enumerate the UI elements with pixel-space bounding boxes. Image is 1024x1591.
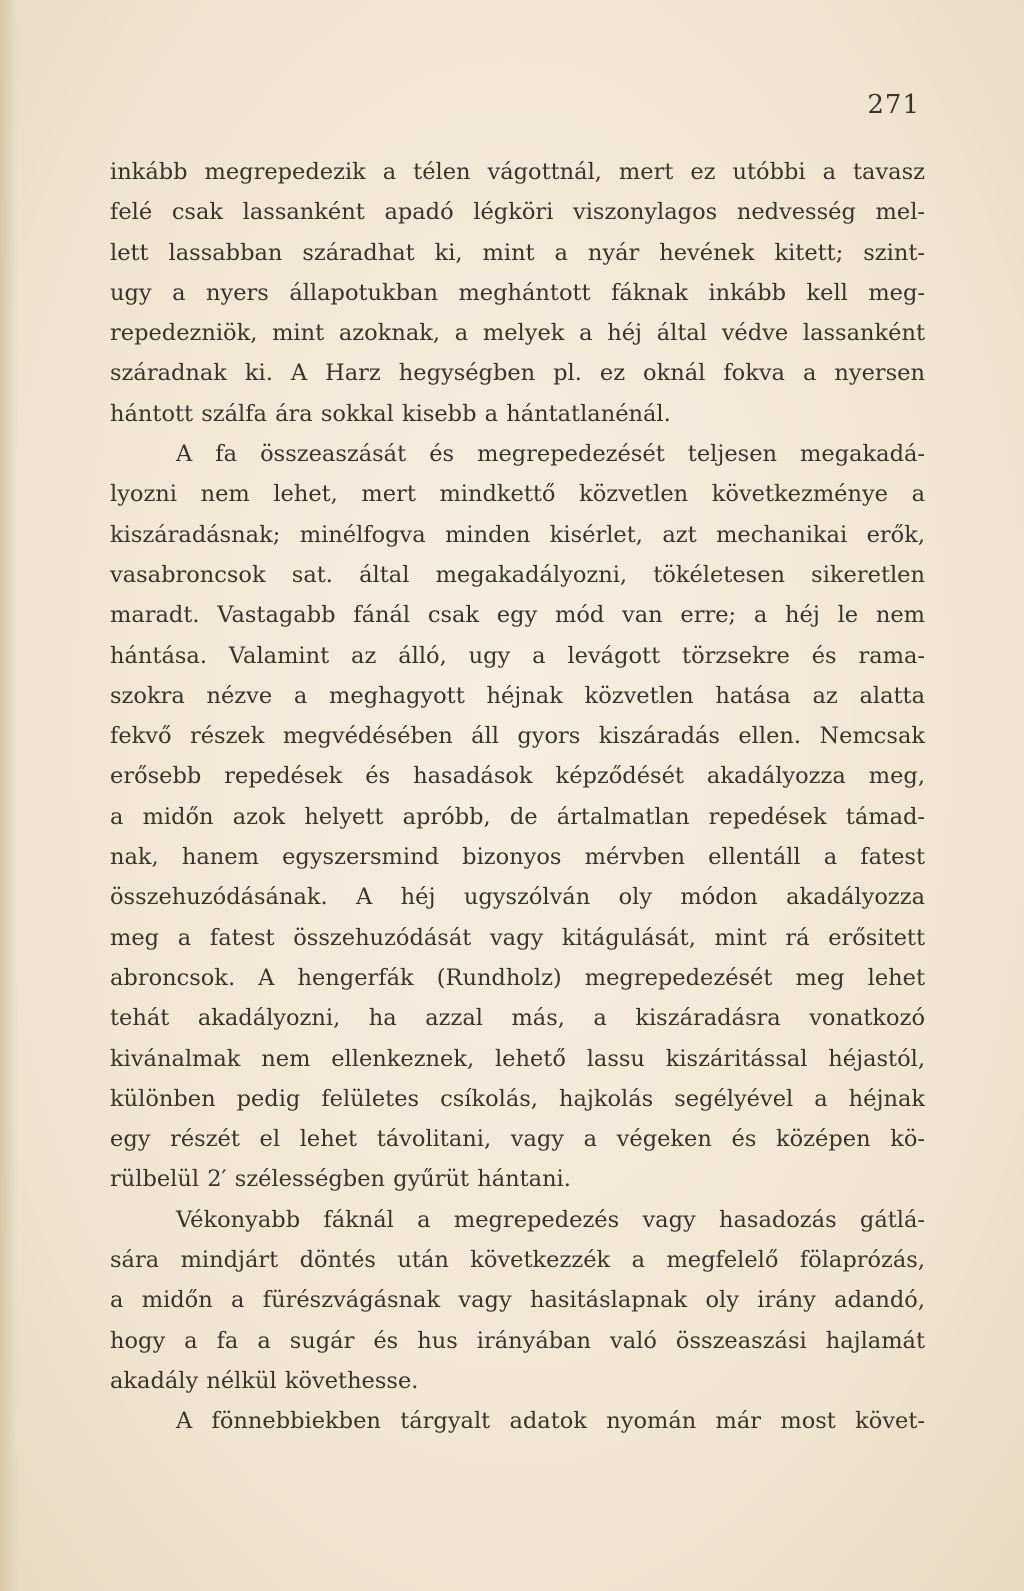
text-line: repedezniök, mint azoknak, a melyek a héj által védve lassanként (110, 320, 925, 347)
text-line: a midőn a fürészvágásnak vagy hasitáslapnak oly irány adandó, (110, 1287, 925, 1314)
text-line: meg a fatest összehuzódását vagy kitágulását, mint rá erősitett (110, 924, 925, 951)
text-line: vasabroncsok sat. által megakadályozni, tökéletesen sikeretlen (110, 561, 925, 588)
text-line: hogy a fa a sugár és hus irányában való összeaszási hajlamát (110, 1327, 925, 1354)
text-line: hántott szálfa ára sokkal kisebb a hántatlanénál. (110, 400, 671, 427)
text-line: egy részét el lehet távolitani, vagy a végeken és középen kö- (110, 1126, 925, 1153)
text-line: erősebb repedések és hasadások képződését akadályozza meg, (110, 763, 925, 790)
text-line: kivánalmak nem ellenkeznek, lehető lassu kiszáritással héjastól, (110, 1045, 925, 1072)
text-line: ugy a nyers állapotukban meghántott fáknak inkább kell meg- (110, 279, 925, 306)
text-line: A fönnebbiekben tárgyalt adatok nyomán már most követ- (176, 1408, 925, 1435)
text-line: Vékonyabb fáknál a megrepedezés vagy hasadozás gátlá- (176, 1206, 925, 1233)
text-line: kiszáradásnak; minélfogva minden kisérlet, azt mechanikai erők, (110, 521, 925, 548)
text-line: lett lassabban száradhat ki, mint a nyár hevének kitett; szint- (110, 239, 925, 266)
text-line: szokra nézve a meghagyott héjnak közvetlen hatása az alatta (110, 682, 925, 709)
text-line: nak, hanem egyszersmind bizonyos mérvben ellentáll a fatest (110, 844, 925, 871)
text-line: összehuzódásának. A héj ugyszólván oly módon akadályozza (110, 884, 925, 911)
text-line: sára mindjárt döntés után következzék a megfelelő fölaprózás, (110, 1247, 925, 1274)
body-text (110, 152, 925, 1442)
text-line: száradnak ki. A Harz hegységben pl. ez oknál fokva a nyersen (110, 360, 925, 387)
text-line: inkább megrepedezik a télen vágottnál, mert ez utóbbi a tavasz (110, 159, 925, 185)
page-number: 271 (867, 90, 920, 120)
text-line: a midőn azok helyett apróbb, de ártalmatlan repedések támad- (110, 803, 925, 830)
text-line: tehát akadályozni, ha azzal más, a kiszáradásra vonatkozó (110, 1005, 925, 1032)
text-line: hántása. Valamint az álló, ugy a levágott törzsekre és rama- (110, 642, 925, 669)
text-line: különben pedig felületes csíkolás, hajkolás segélyével a héjnak (110, 1085, 925, 1112)
page-edge-shadow (0, 0, 18, 1591)
text-line: felé csak lassanként apadó légköri viszonylagos nedvesség mel- (110, 199, 925, 226)
text-line: A fa összeaszását és megrepedezését teljesen megakadá- (176, 441, 925, 468)
text-line: abroncsok. A hengerfák (Rundholz) megrepedezését meg lehet (110, 964, 925, 991)
text-line: akadály nélkül követhesse. (110, 1367, 419, 1394)
text-line: maradt. Vastagabb fánál csak egy mód van erre; a héj le nem (110, 602, 925, 629)
text-line: lyozni nem lehet, mert mindkettő közvetlen következménye a (110, 481, 925, 508)
text-line: fekvő részek megvédésében áll gyors kiszáradás ellen. Nemcsak (110, 723, 925, 750)
text-line: rülbelül 2′ szélességben gyűrüt hántani. (110, 1166, 571, 1193)
